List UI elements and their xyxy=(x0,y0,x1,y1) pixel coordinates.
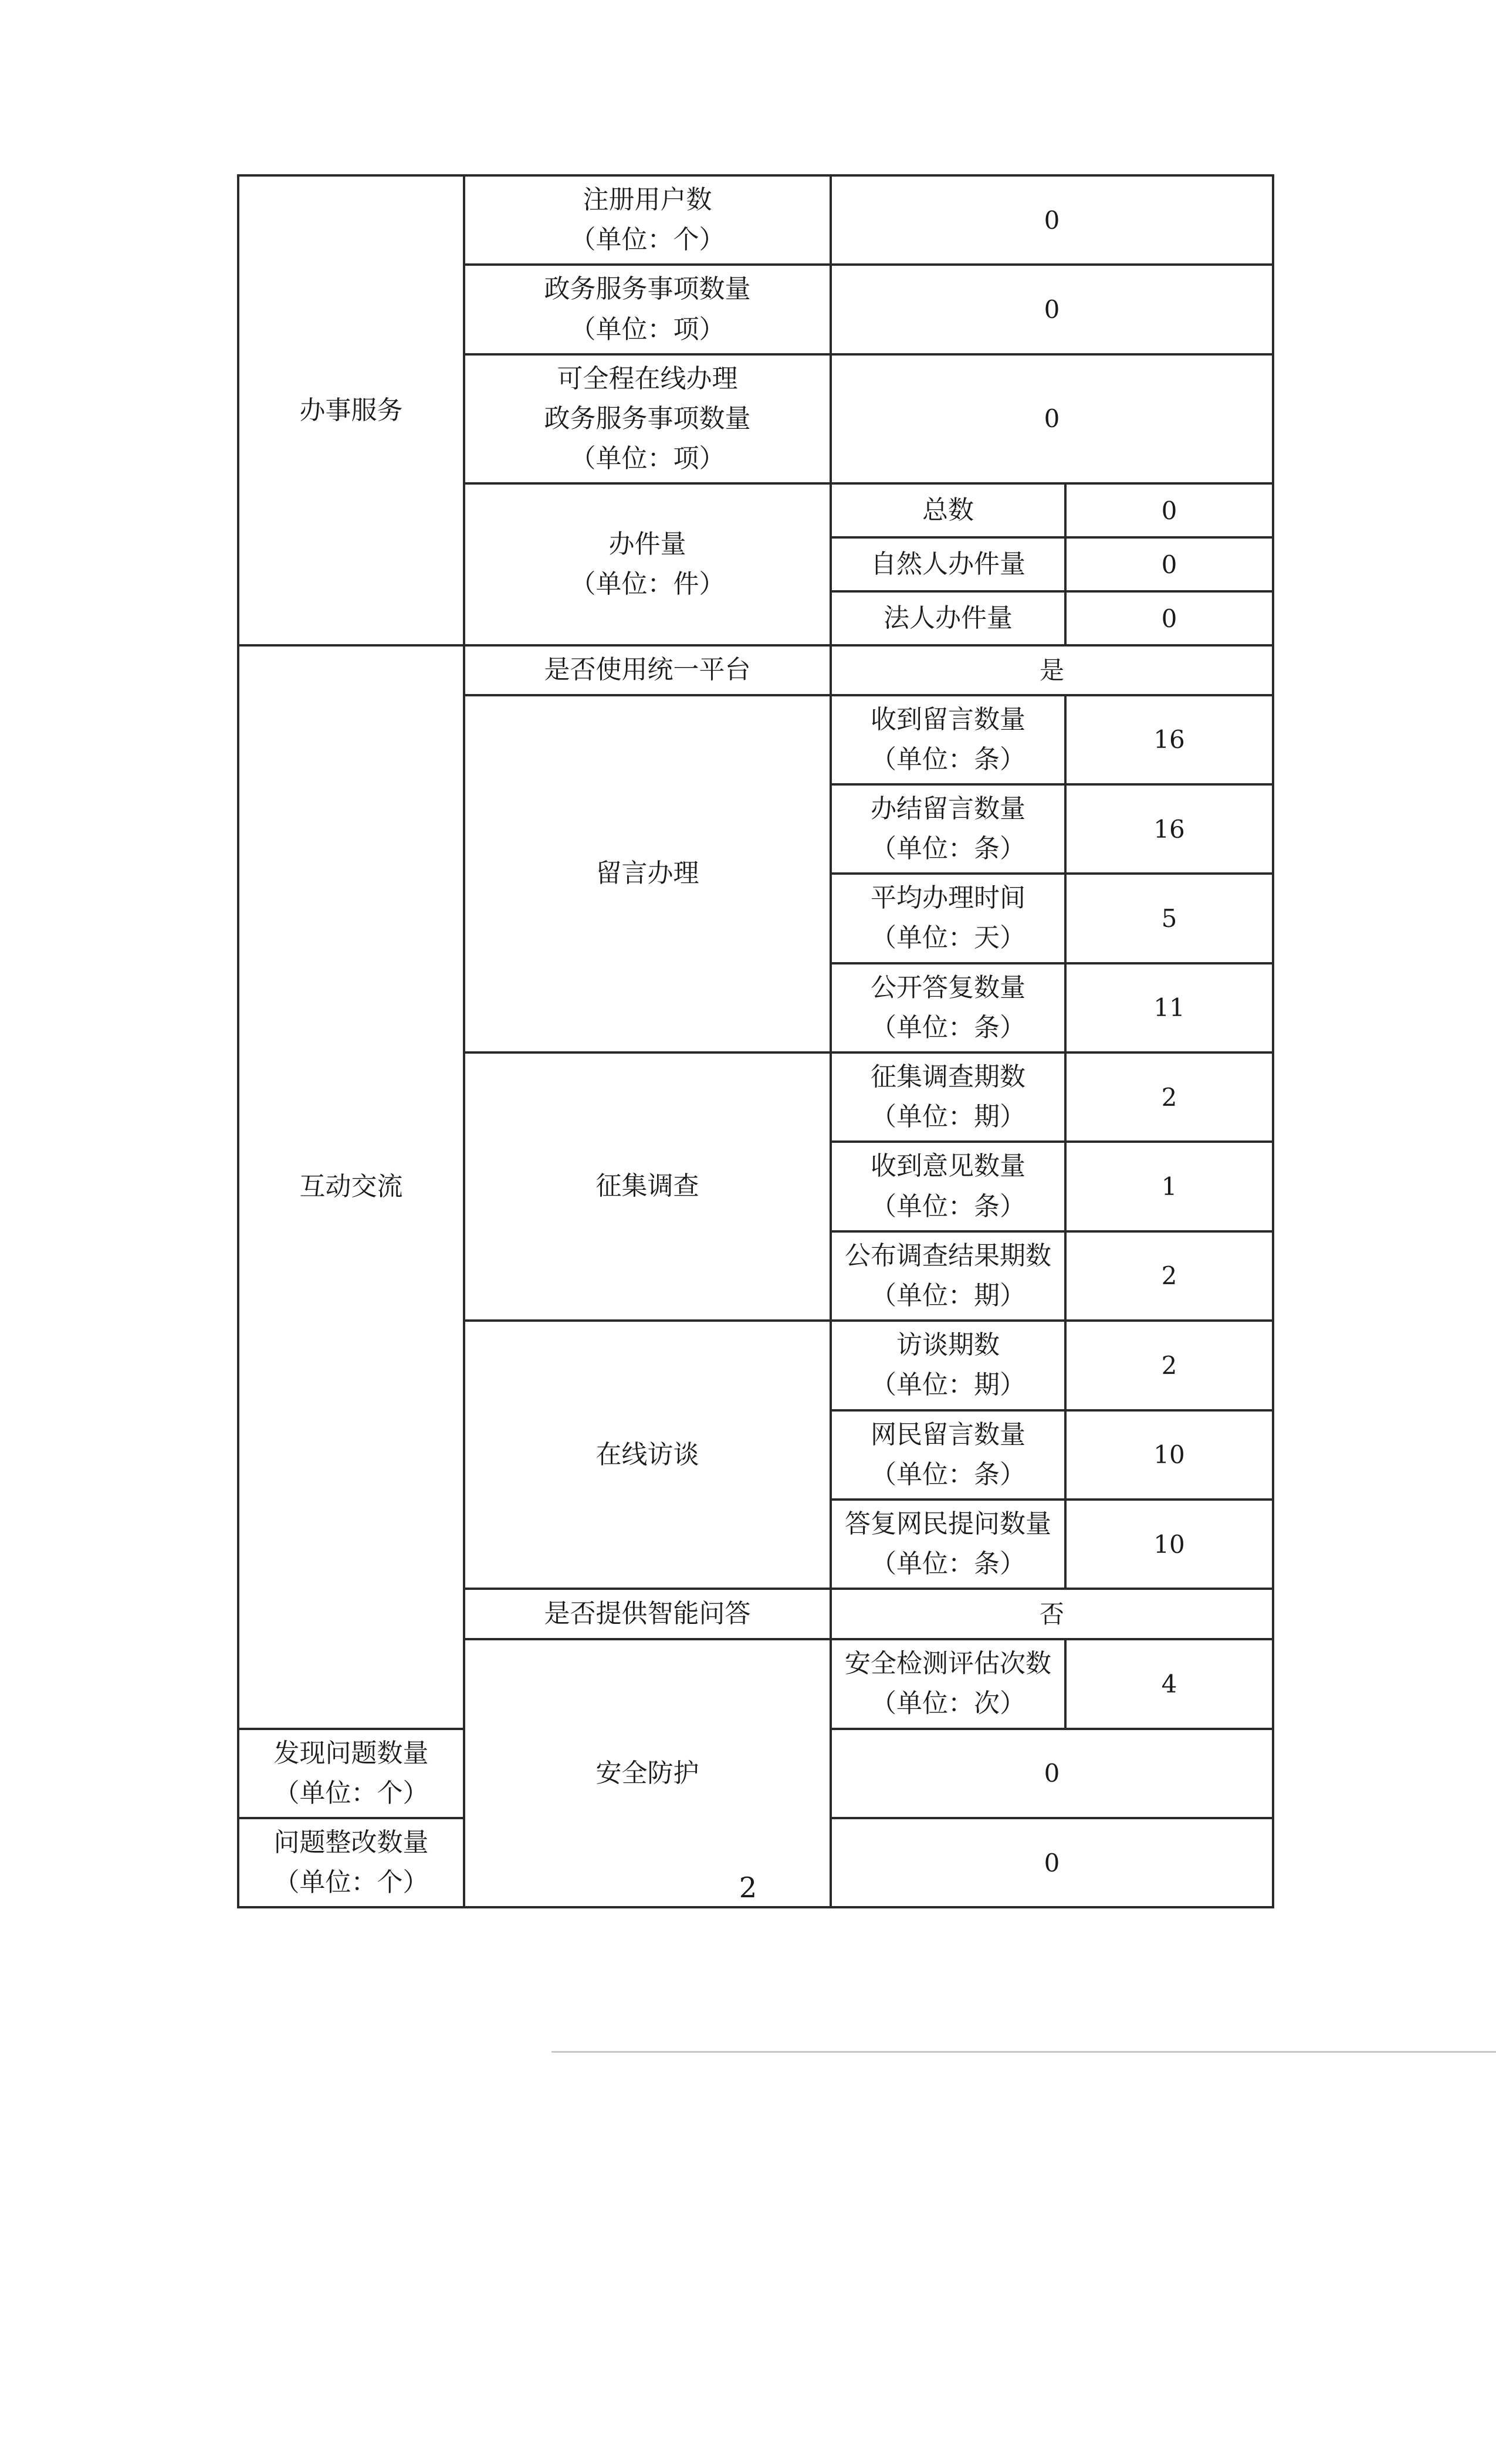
page-number: 2 xyxy=(739,1871,757,1904)
label-cases-natural: 自然人办件量 xyxy=(831,537,1065,591)
value-interview-answers: 10 xyxy=(1065,1500,1273,1589)
label-interview-periods: 访谈期数 （单位：期） xyxy=(831,1321,1065,1410)
value-online-items: 0 xyxy=(831,354,1273,484)
value-msg-avg-time: 5 xyxy=(1065,874,1273,963)
value-survey-results: 2 xyxy=(1065,1231,1273,1321)
label-security-fixed: 问题整改数量 （单位：个） xyxy=(238,1818,464,1907)
label-smart-qa: 是否提供智能问答 xyxy=(464,1589,831,1639)
label-security-checks: 安全检测评估次数 （单位：次） xyxy=(831,1639,1065,1728)
label-interview-netizen-msgs: 网民留言数量 （单位：条） xyxy=(831,1410,1065,1500)
value-security-checks: 4 xyxy=(1065,1639,1273,1728)
label-registered-users: 注册用户数 （单位：个） xyxy=(464,175,831,265)
value-service-items: 0 xyxy=(831,265,1273,354)
label-cases-total: 总数 xyxy=(831,483,1065,537)
value-msg-closed: 16 xyxy=(1065,784,1273,874)
label-survey-periods: 征集调查期数 （单位：期） xyxy=(831,1052,1065,1142)
section-title-interaction: 互动交流 xyxy=(238,645,464,1728)
value-registered-users: 0 xyxy=(831,175,1273,265)
label-security-issues: 发现问题数量 （单位：个） xyxy=(238,1729,464,1818)
group-title-interview: 在线访谈 xyxy=(464,1321,831,1589)
label-unified-platform: 是否使用统一平台 xyxy=(464,645,831,695)
label-msg-received: 收到留言数量 （单位：条） xyxy=(831,695,1065,784)
label-cases: 办件量 （单位：件） xyxy=(464,483,831,645)
label-survey-opinions: 收到意见数量 （单位：条） xyxy=(831,1142,1065,1231)
label-msg-closed: 办结留言数量 （单位：条） xyxy=(831,784,1065,874)
value-survey-periods: 2 xyxy=(1065,1052,1273,1142)
value-cases-legal: 0 xyxy=(1065,591,1273,645)
section-title-security: 安全防护 xyxy=(464,1639,831,1907)
section-title-service: 办事服务 xyxy=(238,175,464,645)
label-msg-avg-time: 平均办理时间 （单位：天） xyxy=(831,874,1065,963)
value-msg-received: 16 xyxy=(1065,695,1273,784)
scan-edge-line xyxy=(551,2051,1496,2053)
group-title-messages: 留言办理 xyxy=(464,695,831,1053)
label-interview-answers: 答复网民提问数量 （单位：条） xyxy=(831,1500,1065,1589)
value-interview-netizen-msgs: 10 xyxy=(1065,1410,1273,1500)
value-smart-qa: 否 xyxy=(831,1589,1273,1639)
value-cases-total: 0 xyxy=(1065,483,1273,537)
label-service-items: 政务服务事项数量 （单位：项） xyxy=(464,265,831,354)
value-security-issues: 0 xyxy=(831,1729,1273,1818)
value-msg-public-replies: 11 xyxy=(1065,963,1273,1052)
report-table xyxy=(237,174,1274,1908)
group-title-survey: 征集调查 xyxy=(464,1052,831,1321)
value-unified-platform: 是 xyxy=(831,645,1273,695)
label-msg-public-replies: 公开答复数量 （单位：条） xyxy=(831,963,1065,1052)
label-online-items: 可全程在线办理 政务服务事项数量 （单位：项） xyxy=(464,354,831,484)
label-cases-legal: 法人办件量 xyxy=(831,591,1065,645)
value-survey-opinions: 1 xyxy=(1065,1142,1273,1231)
value-cases-natural: 0 xyxy=(1065,537,1273,591)
label-survey-results: 公布调查结果期数 （单位：期） xyxy=(831,1231,1065,1321)
value-security-fixed: 0 xyxy=(831,1818,1273,1907)
value-interview-periods: 2 xyxy=(1065,1321,1273,1410)
